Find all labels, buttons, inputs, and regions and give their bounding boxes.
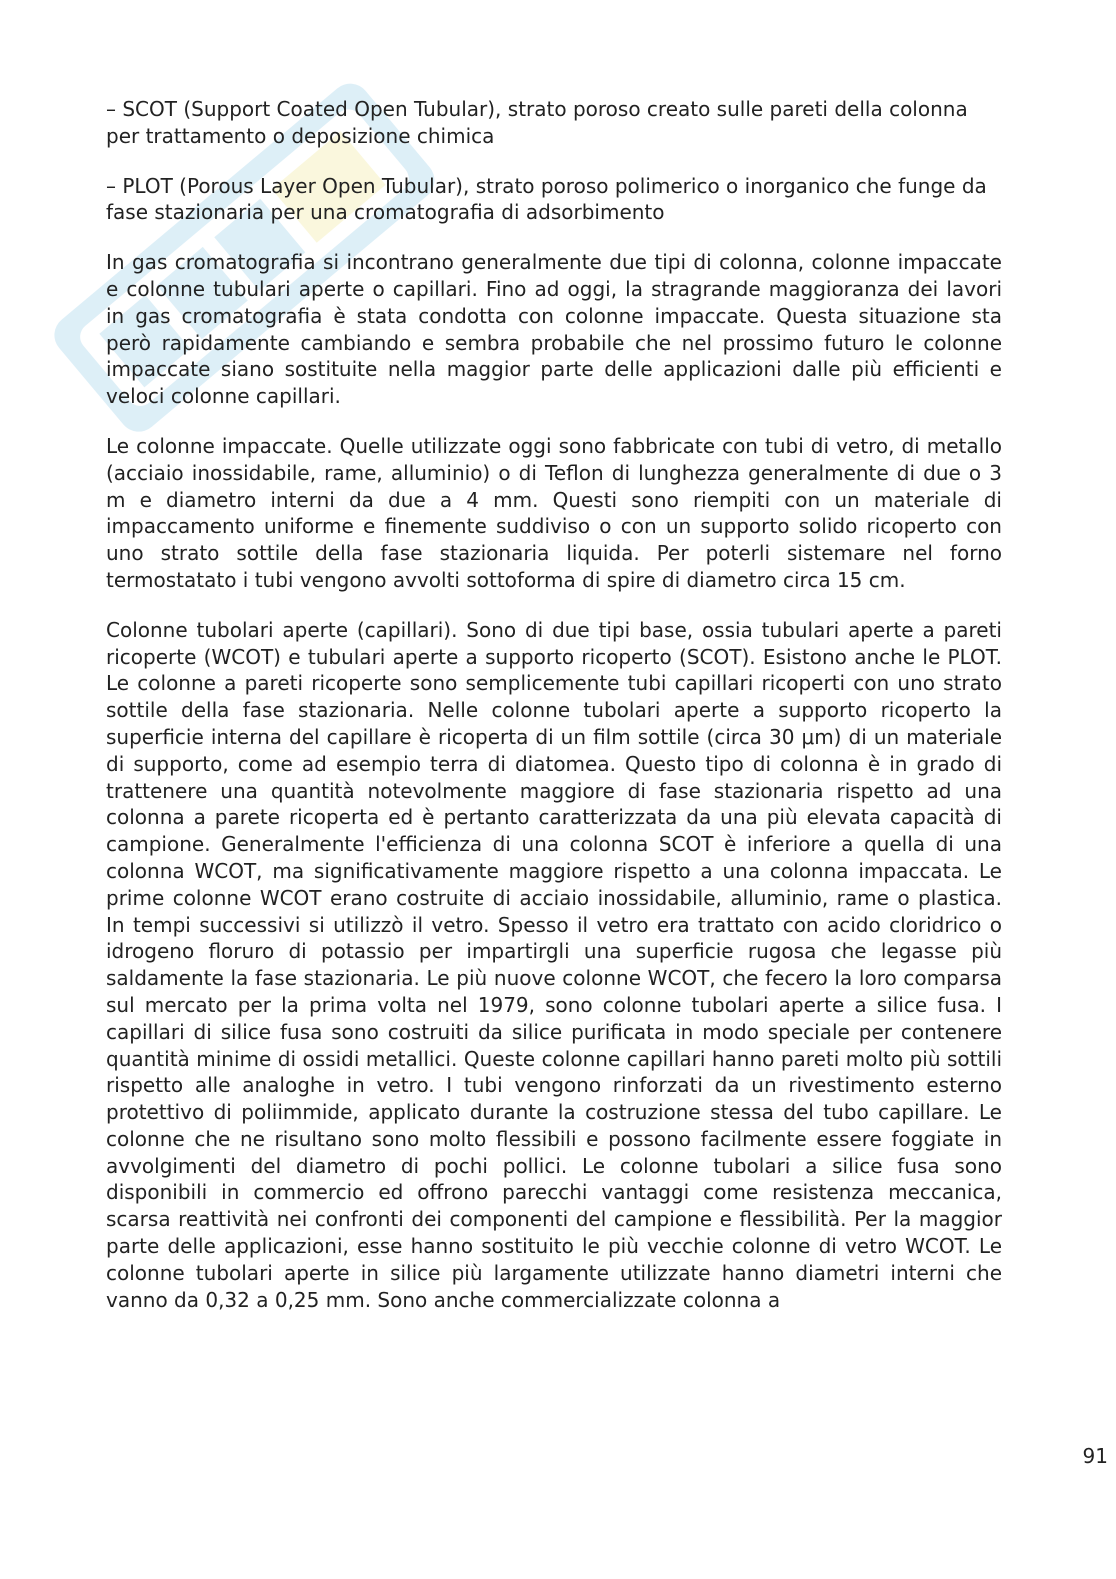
document-page — [106, 96, 1002, 1336]
paragraph-packed-columns: Le colonne impaccate. Quelle utilizzate oggi sono fabbricate con tubi di vetro, di metallo (acciaio inossidabile, rame, alluminio) o di Teflon di lunghezza generalmente di due o 3 m e diametro interni da due a 4 mm. Questi sono riempiti con un materiale di impaccamento uniforme e finemente suddiviso o con un supporto solido ricoperto con uno strato sottile della fase stazionaria liquida. Per poterli sistemare nel forno termostatato i tubi vengono avvolti sottoforma di spire di diametro circa 15 cm. — [106, 433, 1002, 592]
list-item-scot: – SCOT (Support Coated Open Tubular), strato poroso creato sulle pareti della colonna per trattamento o deposizione chimica — [106, 97, 968, 148]
paragraph-intro: In gas cromatografia si incontrano generalmente due tipi di colonna, colonne impaccate e colonne tubulari aperte o capillari. Fino ad oggi, la stragrande maggioranza dei lavori in gas cromatografia è stata condotta con colonne impaccate. Questa situazione sta però rapidamente cambiando e sembra probabile che nel prossimo futuro le colonne impaccate siano sostituite nella maggior parte delle applicazioni dalle più efficienti e veloci colonne capillari. — [106, 250, 1002, 409]
paragraph-capillary-columns: Colonne tubolari aperte (capillari). Sono di due tipi base, ossia tubulari aperte a pareti ricoperte (WCOT) e tubulari aperte a supporto ricoperto (SCOT). Esistono anche le PLOT. Le colonne a pareti ricoperte sono semplicemente tubi capillari ricoperti con uno strato sottile della fase stazionaria. Nelle colonne tubolari aperte a supporto ricoperto la superficie interna del capillare è ricoperta di un film sottile (circa 30 μm) di un materiale di supporto, come ad esempio terra di diatomea. Questo tipo di colonna è in grado di trattenere una quantità notevolmente maggiore di fase stazionaria rispetto ad una colonna a parete ricoperta ed è pertanto caratterizzata da una più elevata capacità di campione. Generalmente l'efficienza di una colonna SCOT è inferiore a quella di una colonna WCOT, ma significativamente maggiore rispetto a una colonna impaccata. Le prime colonne WCOT erano costruite di acciaio inossidabile, alluminio, rame o plastica. In tempi successivi si utilizzò il vetro. Spesso il vetro era trattato con acido cloridrico o idrogeno floruro di potassio per impartirgli una superficie rugosa che legasse più saldamente la fase stazionaria. Le più nuove colonne WCOT, che fecero la loro comparsa sul mercato per la prima volta nel 1979, sono colonne tubolari aperte a silice fusa. I capillari di silice fusa sono costruiti da silice purificata in modo speciale per contenere quantità minime di ossidi metallici. Queste colonne capillari hanno pareti molto più sottili rispetto alle analoghe in vetro. I tubi vengono rinforzati da un rivestimento esterno protettivo di poliimmide, applicato durante la costruzione stessa del tubo capillare. Le colonne che ne risultano sono molto flessibili e possono facilmente essere foggiate in avvolgimenti del diametro di pochi pollici. Le colonne tubolari a silice fusa sono disponibili in commercio ed offrono parecchi vantaggi come resistenza meccanica, scarsa reattività nei confronti dei componenti del campione e flessibilità. Per la maggior parte delle applicazioni, esse hanno sostituito le più vecchie colonne di vetro WCOT. Le colonne tubolari aperte in silice più largamente utilizzate hanno diametri interni che vanno da 0,32 a 0,25 mm. Sono anche commercializzate colonna a — [106, 617, 1002, 1312]
list-item-plot: – PLOT (Porous Layer Open Tubular), strato poroso polimerico o inorganico che funge da fase stazionaria per una cromatografia di adsorbimento — [106, 173, 987, 225]
page-number: 91 — [1082, 1444, 1108, 1468]
